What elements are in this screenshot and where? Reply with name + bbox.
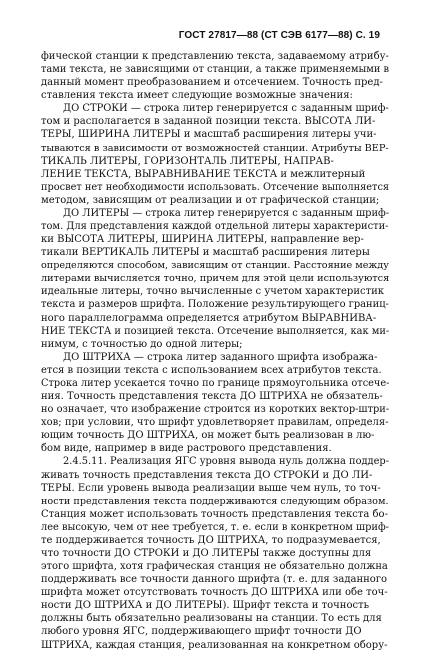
text-line-22: НИЕ ТЕКСТА и позицией текста. Отсечение выполняется, как ми- <box>41 325 389 337</box>
text-line-6: том и располагается в заданной позиции текста. ВЫСОТА ЛИ- <box>41 116 376 128</box>
text-line-43: ности ДО ШТРИХА и ДО ЛИТЕРЫ). Шрифт текста и точность <box>41 600 370 612</box>
text-line-44: должны быть обязательно реализованы на станции. То есть для <box>41 613 382 625</box>
text-line-30: ющим точность ДО ШТРИХА, он может быть реализован в лю- <box>41 430 375 442</box>
text-line-21: ного параллелограмма определяется атрибутом ВЫРАВНИВА- <box>41 312 377 324</box>
text-line-35: ности представления текста поддерживаются следующим образом. <box>41 495 389 507</box>
text-line-32: 2.4.5.11. Реализация ЯГС уровня вывода нуль должна поддер- <box>63 456 389 468</box>
text-line-18: литерами вычисляется точно, причем для этой цели используются <box>41 273 389 285</box>
text-line-33: живать точность представления текста ДО СТРОКИ и ДО ЛИ- <box>41 469 373 481</box>
text-line-11: просвет нет необходимости использовать. Отсечение выполняется <box>41 181 389 193</box>
text-line-39: что точности ДО СТРОКИ и ДО ЛИТЕРЫ также доступны для <box>41 547 372 559</box>
text-line-45: любого уровня ЯГС, поддерживающего шрифт точности ДО <box>41 626 362 638</box>
text-line-2: тами текста, не зависящими от станции, а также применяемыми в <box>41 64 389 76</box>
text-line-14: том. Для представления каждой отдельной литеры характеристи- <box>41 221 389 233</box>
text-line-27: ния. Точность представления текста ДО ШТРИХА не обязатель- <box>41 391 383 403</box>
text-line-24: ДО ШТРИХА — строка литер заданного шрифта изобража- <box>63 351 378 363</box>
text-line-17: определяются способом, зависящим от станции. Расстояние между <box>41 260 389 272</box>
text-line-13: ДО ЛИТЕРЫ — строка литер генерируется с заданным шриф- <box>63 207 389 219</box>
text-line-40: этого шрифта, хотя графическая станция не обязательно должна <box>41 561 388 573</box>
text-line-31: бом виде, например в виде растрового представления. <box>41 443 332 455</box>
text-line-10: ЛЕНИЕ ТЕКСТА, ВЫРАВНИВАНИЕ ТЕКСТА и межлитерный <box>41 168 366 180</box>
text-line-41: поддерживать все точности данного шрифта (т. е. для заданного <box>41 574 388 586</box>
text-line-36: Станция может использовать точность представления текста бо- <box>41 508 388 520</box>
text-line-37: лее высокую, чем от нее требуется, т. е. если в конкретном шриф- <box>41 521 389 533</box>
text-line-34: ТЕРЫ. Если уровень вывода реализации выше чем нуль, то точ- <box>41 482 381 494</box>
text-line-7: ТЕРЫ, ШИРИНА ЛИТЕРЫ и масштаб расширения литеры учи- <box>41 129 377 141</box>
text-line-46: ШТРИХА, каждая станция, реализованная на конкретном обору- <box>41 639 388 651</box>
text-line-26: Строка литер усекается точно по границе прямоугольника отсече- <box>41 377 389 389</box>
text-line-28: но означает, что изображение строится из коротких вектор-штри- <box>41 404 389 416</box>
text-line-9: ТИКАЛЬ ЛИТЕРЫ, ГОРИЗОНТАЛЬ ЛИТЕРЫ, НАПРАВ- <box>41 155 334 167</box>
text-line-1: фической станции к представлению текста, задаваемому атрибу- <box>41 51 389 62</box>
text-line-20: текста и размеров шрифта. Положение результирующего границ- <box>41 299 389 311</box>
text-line-5: ДО СТРОКИ — строка литер генерируется с заданным шриф- <box>63 103 389 115</box>
text-line-19: идеальные литеры, точно вычисленные с учетом характеристик <box>41 286 385 298</box>
text-line-12: методом, зависящим от реализации и от графической станции; <box>41 194 380 206</box>
text-line-23: нимум, с точностью до одной литеры; <box>41 338 243 350</box>
text-line-3: данный момент преобразованием и отсечением. Точность пред- <box>41 77 383 89</box>
text-line-15: ки ВЫСОТА ЛИТЕРЫ, ШИРИНА ЛИТЕРЫ, направление вер- <box>41 234 364 246</box>
text-line-38: те поддерживается точность ДО ШТРИХА, то подразумевается, <box>41 534 381 546</box>
text-line-8: тываются в зависимости от возможностей станции. Атрибуты ВЕР- <box>41 142 389 154</box>
text-line-42: шрифта может отсутствовать точность ДО ШТРИХА или обе точ- <box>41 587 388 599</box>
page-header: ГОСТ 27817—88 (СТ СЭВ 6177—88) С. 19 <box>178 30 380 41</box>
body-text <box>41 50 389 652</box>
text-line-29: хов; при условии, что шрифт удовлетворяет правилам, определя- <box>41 417 389 429</box>
text-line-25: ется в позиции текста с использованием всех атрибутов текста. <box>41 364 382 376</box>
text-line-16: тикали ВЕРТИКАЛЬ ЛИТЕРЫ и масштаб расширения литеры <box>41 247 370 259</box>
text-line-4: ставления текста имеет следующие возможные значения: <box>41 90 353 102</box>
